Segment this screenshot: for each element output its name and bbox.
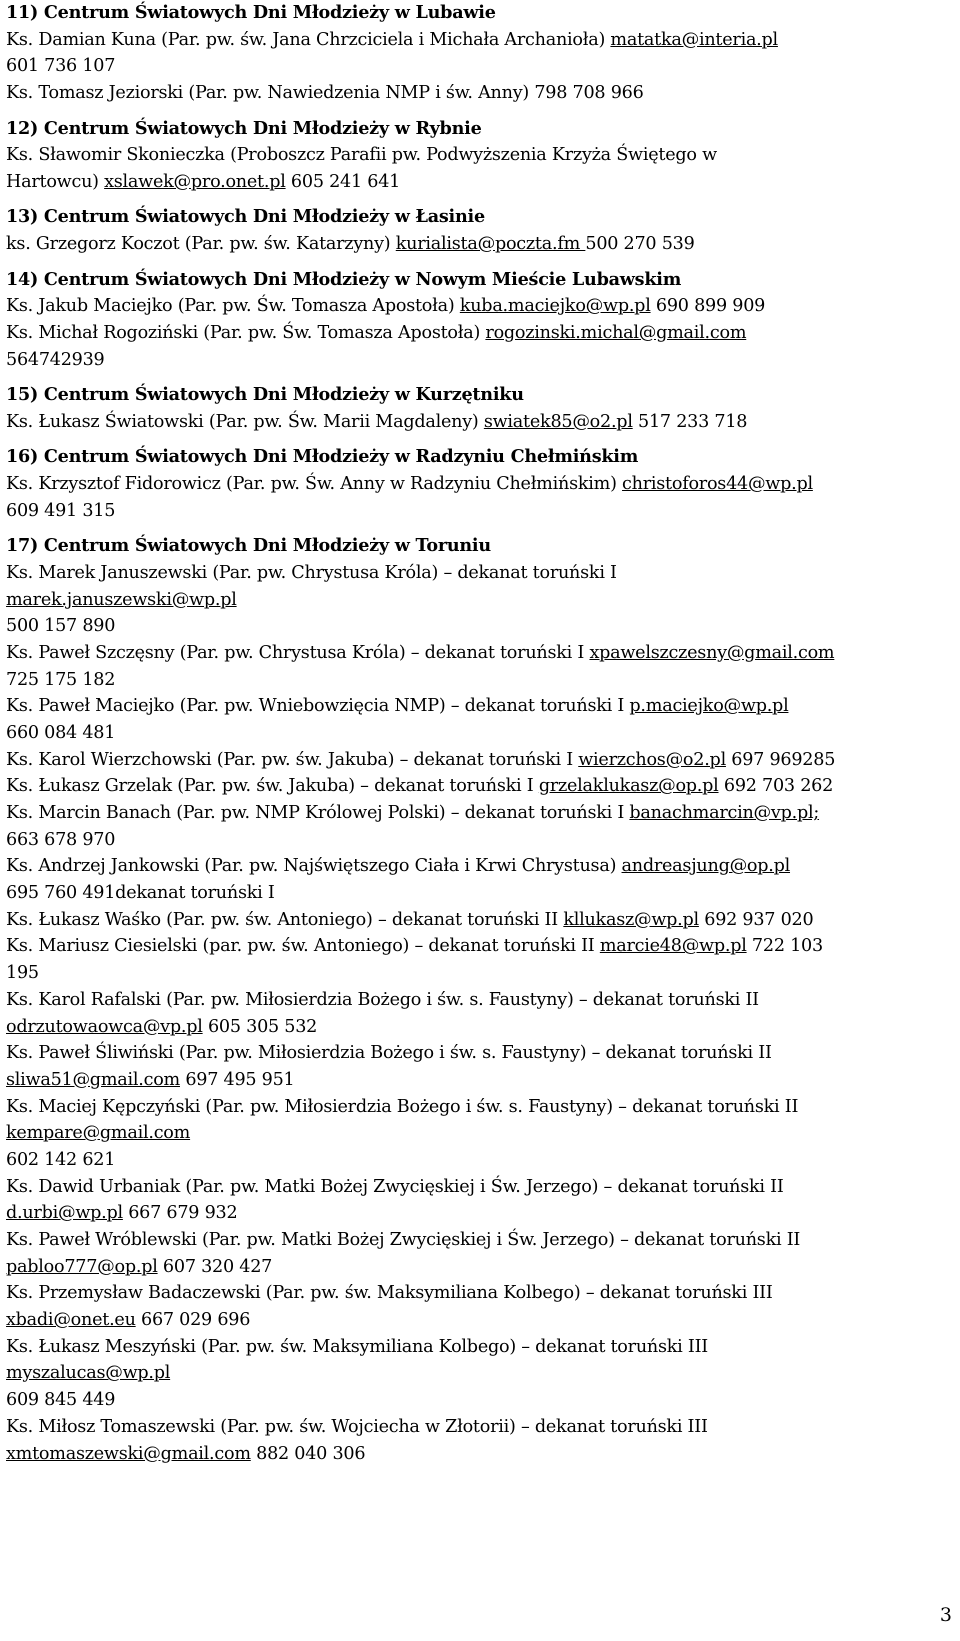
heading-text: 16) Centrum Światowych Dni Młodzieży w Radzyniu Chełmińskim [6,446,639,468]
heading-text: 12) Centrum Światowych Dni Młodzieży w Rybnie [6,117,482,139]
section-gap [6,196,954,205]
line-text: 602 142 621 [6,1149,116,1170]
contact-line [6,987,954,1014]
email-link[interactable]: xpawelszczesny@gmail.com [589,642,835,663]
line-text: 695 760 491dekanat toruński I [6,883,275,904]
section-heading [6,0,954,27]
line-text: 663 678 970 [6,829,116,850]
contact-line [6,587,954,614]
section-s14 [6,267,954,374]
line-text: Ks. Michał Rogoziński (Par. pw. Św. Tomasza Apostoła) [6,322,486,343]
line-text: Ks. Paweł Szczęsny (Par. pw. Chrystusa Króla) – dekanat toruński I [6,642,590,663]
email-link[interactable]: kurialista@poczta.fm [395,234,586,255]
email-link[interactable]: matatka@interia.pl [610,29,778,50]
contact-line [6,773,954,800]
line-text: 692 937 020 [698,909,814,930]
line-text: Ks. Damian Kuna (Par. pw. św. Jana Chrzciciela i Michała Archanioła) [6,29,611,50]
section-heading [6,444,954,471]
contact-line [6,231,954,258]
line-text: 605 241 641 [285,171,401,192]
line-text: 882 040 306 [250,1443,366,1464]
email-link[interactable]: kempare@gmail.com [6,1123,191,1144]
line-text: Ks. Paweł Wróblewski (Par. pw. Matki Bożej Zwycięskiej i Św. Jerzego) – dekanat toruński II [6,1230,801,1251]
heading-text: 14) Centrum Światowych Dni Młodzieży w Nowym Mieście Lubawskim [6,268,682,290]
email-link[interactable]: myszalucas@wp.pl [6,1363,171,1384]
line-text: 607 320 427 [157,1256,273,1277]
email-link[interactable]: marcie48@wp.pl [599,936,747,957]
contact-line [6,1280,954,1307]
contact-line [6,293,954,320]
contact-line [6,53,954,80]
line-text: 725 175 182 [6,669,116,690]
email-link[interactable]: odrzutowaowca@vp.pl [6,1016,203,1037]
line-text: Ks. Tomasz Jeziorski (Par. pw. Nawiedzenia NMP i św. Anny) 798 708 966 [6,83,644,104]
section-gap [6,373,954,382]
line-text: 667 679 932 [122,1203,238,1224]
line-text: Ks. Karol Wierzchowski (Par. pw. św. Jakuba) – dekanat toruński I [6,749,579,770]
document-body [6,0,954,1467]
section-s15 [6,382,954,435]
heading-text: 11) Centrum Światowych Dni Młodzieży w Lubawie [6,2,496,23]
email-link[interactable]: rogozinski.michal@gmail.com [485,322,747,343]
line-text: Ks. Sławomir Skonieczka (Proboszcz Parafii pw. Podwyższenia Krzyża Świętego w [6,145,717,166]
email-link[interactable]: banachmarcin@vp.pl; [629,803,820,824]
contact-line [6,880,954,907]
section-heading [6,204,954,231]
page-number: 3 [939,1604,952,1626]
line-text: Ks. Karol Rafalski (Par. pw. Miłosierdzia Bożego i św. s. Faustyny) – dekanat toruński II [6,989,759,1010]
line-text: 500 157 890 [6,616,116,637]
section-s17 [6,533,954,1467]
line-text: Hartowcu) [6,171,105,192]
contact-line [6,142,954,169]
section-gap [6,436,954,445]
line-text: 605 305 532 [202,1016,318,1037]
contact-line [6,1147,954,1174]
email-link[interactable]: grzelaklukasz@op.pl [538,776,719,797]
contact-line [6,613,954,640]
line-text: Ks. Łukasz Światowski (Par. pw. Św. Marii Magdaleny) [6,411,484,432]
line-text: Ks. Przemysław Badaczewski (Par. pw. św. Maksymiliana Kolbego) – dekanat toruński III [6,1283,773,1304]
contact-line [6,1200,954,1227]
contact-line [6,1120,954,1147]
contact-line [6,560,954,587]
line-text: Ks. Marcin Banach (Par. pw. NMP Królowej Polski) – dekanat toruński I [6,803,630,824]
contact-line [6,1334,954,1361]
contact-line [6,1094,954,1121]
line-text: Ks. Dawid Urbaniak (Par. pw. Matki Bożej Zwycięskiej i Św. Jerzego) – dekanat toruński II [6,1176,784,1197]
contact-line [6,853,954,880]
line-text: Ks. Paweł Maciejko (Par. pw. Wniebowzięcia NMP) – dekanat toruński I [6,696,630,717]
contact-line [6,827,954,854]
line-text: 692 703 262 [718,776,834,797]
line-text: 697 495 951 [179,1069,295,1090]
email-link[interactable]: kllukasz@wp.pl [563,909,699,930]
line-text: 601 736 107 [6,56,116,77]
contact-line [6,80,954,107]
contact-line [6,1307,954,1334]
email-link[interactable]: christoforos44@wp.pl [622,473,813,494]
email-link[interactable]: wierzchos@o2.pl [578,749,726,770]
email-link[interactable]: xslawek@pro.onet.pl [104,171,286,192]
heading-text: 13) Centrum Światowych Dni Młodzieży w Łasinie [6,206,485,228]
contact-line [6,933,954,960]
contact-line [6,1174,954,1201]
section-s12 [6,116,954,196]
section-heading [6,533,954,560]
contact-line [6,1040,954,1067]
email-link[interactable]: xmtomaszewski@gmail.com [6,1443,251,1464]
heading-text: 17) Centrum Światowych Dni Młodzieży w Toruniu [6,535,491,557]
line-text: Ks. Miłosz Tomaszewski (Par. pw. św. Wojciecha w Złotorii) – dekanat toruński III [6,1416,708,1437]
line-text: Ks. Paweł Śliwiński (Par. pw. Miłosierdzia Bożego i św. s. Faustyny) – dekanat toruński II [6,1043,772,1064]
email-link[interactable]: andreasjung@op.pl [621,856,791,877]
contact-line [6,1441,954,1468]
contact-line [6,1014,954,1041]
email-link[interactable]: swiatek85@o2.pl [483,411,633,432]
contact-line [6,1227,954,1254]
section-heading [6,116,954,143]
contact-line [6,320,954,347]
line-text: 690 899 909 [650,296,766,317]
email-link[interactable]: kuba.maciejko@wp.pl [459,296,651,317]
line-text: ks. Grzegorz Koczot (Par. pw. św. Katarzyny) [6,234,396,255]
heading-text: 15) Centrum Światowych Dni Młodzieży w Kurzętniku [6,384,524,406]
line-text: Ks. Łukasz Meszyński (Par. pw. św. Maksymiliana Kolbego) – dekanat toruński III [6,1336,708,1357]
contact-line [6,347,954,374]
contact-line [6,720,954,747]
email-link[interactable]: marek.januszewski@wp.pl [6,589,237,610]
contact-line [6,693,954,720]
line-text: 517 233 718 [632,411,748,432]
section-gap [6,258,954,267]
contact-line [6,1414,954,1441]
contact-line [6,640,954,667]
line-text: 609 491 315 [6,500,116,521]
section-gap [6,107,954,116]
contact-line [6,1254,954,1281]
contact-line [6,667,954,694]
line-text: 660 084 481 [6,722,116,743]
contact-line [6,169,954,196]
contact-line [6,471,954,498]
contact-line [6,27,954,54]
line-text: 195 [6,963,39,984]
section-s11 [6,0,954,107]
contact-line [6,747,954,774]
line-text: Ks. Mariusz Ciesielski (par. pw. św. Antoniego) – dekanat toruński II [6,936,600,957]
line-text: Ks. Andrzej Jankowski (Par. pw. Najświętszego Ciała i Krwi Chrystusa) [6,856,622,877]
contact-line [6,960,954,987]
line-text: 500 270 539 [585,234,695,255]
section-s16 [6,444,954,524]
line-text: 667 029 696 [135,1310,251,1331]
email-link[interactable]: p.maciejko@wp.pl [629,696,789,717]
section-s13 [6,204,954,257]
line-text: Ks. Łukasz Grzelak (Par. pw. św. Jakuba) – dekanat toruński I [6,776,539,797]
line-text: 564742939 [6,349,105,370]
section-heading [6,267,954,294]
line-text: 697 969285 [725,749,836,770]
section-heading [6,382,954,409]
line-text: Ks. Krzysztof Fidorowicz (Par. pw. Św. Anny w Radzyniu Chełmińskim) [6,473,623,494]
line-text: Ks. Maciej Kępczyński (Par. pw. Miłosierdzia Bożego i św. s. Faustyny) – dekanat toruński II [6,1096,799,1117]
email-link[interactable]: sliwa51@gmail.com [6,1069,180,1090]
line-text: 722 103 [746,936,823,957]
email-link[interactable]: d.urbi@wp.pl [6,1203,123,1224]
email-link[interactable]: xbadi@onet.eu [6,1310,136,1331]
line-text: Ks. Marek Januszewski (Par. pw. Chrystusa Króla) – dekanat toruński I [6,562,617,583]
contact-line [6,1387,954,1414]
contact-line [6,1067,954,1094]
contact-line [6,498,954,525]
line-text: 609 845 449 [6,1390,116,1411]
section-gap [6,524,954,533]
line-text: Ks. Jakub Maciejko (Par. pw. Św. Tomasza Apostoła) [6,296,460,317]
contact-line [6,800,954,827]
email-link[interactable]: pabloo777@op.pl [6,1256,158,1277]
line-text: Ks. Łukasz Waśko (Par. pw. św. Antoniego) – dekanat toruński II [6,909,564,930]
contact-line [6,409,954,436]
contact-line [6,907,954,934]
contact-line [6,1360,954,1387]
